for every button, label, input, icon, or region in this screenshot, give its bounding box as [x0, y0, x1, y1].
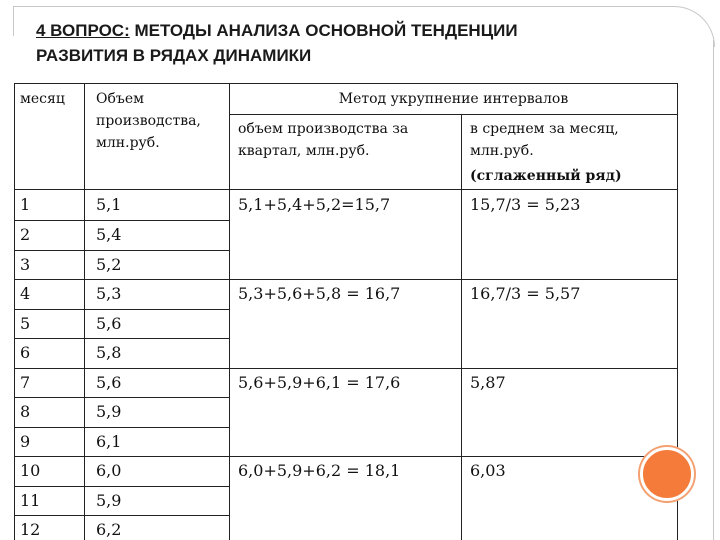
month-cell: 3 — [20, 255, 31, 274]
header-method: Метод укрупнение интервалов — [338, 91, 569, 107]
month-cell: 2 — [20, 225, 31, 244]
row-line — [14, 309, 229, 310]
month-cell: 12 — [20, 520, 41, 539]
month-cell: 4 — [20, 284, 31, 303]
value-cell: 5,9 — [96, 491, 122, 510]
value-cell: 5,2 — [96, 255, 122, 274]
value-cell: 6,2 — [96, 520, 122, 539]
row-line — [14, 427, 229, 428]
title-line-2: РАЗВИТИЯ В РЯДАХ ДИНАМИКИ — [36, 46, 312, 65]
quarter-avg: 16,7/3 = 5,57 — [470, 284, 581, 303]
month-cell: 7 — [20, 373, 31, 392]
header-quarter-line-2: квартал, млн.руб. — [238, 143, 370, 159]
month-cell: 10 — [20, 461, 41, 480]
title-line-1-text: МЕТОДЫ АНАЛИЗА ОСНОВНОЙ ТЕНДЕНЦИИ — [129, 21, 518, 40]
header-month: месяц — [20, 91, 65, 107]
row-line — [14, 456, 678, 457]
row-line — [14, 250, 229, 251]
quarter-sum: 6,0+5,9+6,2 = 18,1 — [238, 461, 401, 480]
month-cell: 11 — [20, 491, 41, 510]
value-cell: 5,9 — [96, 402, 122, 421]
table-header-bottom — [14, 189, 678, 190]
month-cell: 5 — [20, 314, 31, 333]
header-volume-line-2: производства, — [96, 113, 201, 129]
row-line — [14, 397, 229, 398]
value-cell: 5,6 — [96, 314, 122, 333]
header-quarter-line-1: объем производства за — [238, 121, 409, 137]
value-cell: 5,3 — [96, 284, 122, 303]
row-line — [14, 368, 678, 369]
quarter-sum: 5,1+5,4+5,2=15,7 — [238, 195, 391, 214]
quarter-avg: 5,87 — [470, 373, 506, 392]
table-border-top — [14, 83, 678, 84]
month-cell: 9 — [20, 432, 31, 451]
header-volume-line-3: млн.руб. — [96, 135, 160, 151]
row-line — [14, 515, 229, 516]
header-avg-line-1: в среднем за месяц, — [470, 121, 619, 137]
row-line — [14, 279, 678, 280]
value-cell: 5,6 — [96, 373, 122, 392]
value-cell: 6,0 — [96, 461, 122, 480]
quarter-sum: 5,3+5,6+5,8 = 16,7 — [238, 284, 401, 303]
month-cell: 1 — [20, 195, 31, 214]
value-cell: 6,1 — [96, 432, 122, 451]
table-border-left — [14, 83, 15, 540]
table-divider-quarter — [461, 114, 462, 540]
row-line — [14, 486, 229, 487]
row-line — [14, 338, 229, 339]
value-cell: 5,8 — [96, 343, 122, 362]
quarter-avg: 15,7/3 = 5,23 — [470, 195, 581, 214]
quarter-sum: 5,6+5,9+6,1 = 17,6 — [238, 373, 401, 392]
value-cell: 5,4 — [96, 225, 122, 244]
header-volume-line-1: Объем — [96, 91, 144, 107]
month-cell: 6 — [20, 343, 31, 362]
title-question-label: 4 ВОПРОС: — [36, 21, 130, 40]
decorative-orange-circle — [640, 447, 694, 501]
table-divider-month — [84, 83, 85, 540]
header-avg-line-2: млн.руб. — [470, 143, 534, 159]
table-divider-volume — [229, 83, 230, 540]
table-method-underline — [229, 114, 678, 115]
value-cell: 5,1 — [96, 195, 122, 214]
month-cell: 8 — [20, 402, 31, 421]
header-avg-note: (сглаженный ряд) — [470, 168, 622, 184]
row-line — [14, 220, 229, 221]
quarter-avg: 6,03 — [470, 461, 506, 480]
